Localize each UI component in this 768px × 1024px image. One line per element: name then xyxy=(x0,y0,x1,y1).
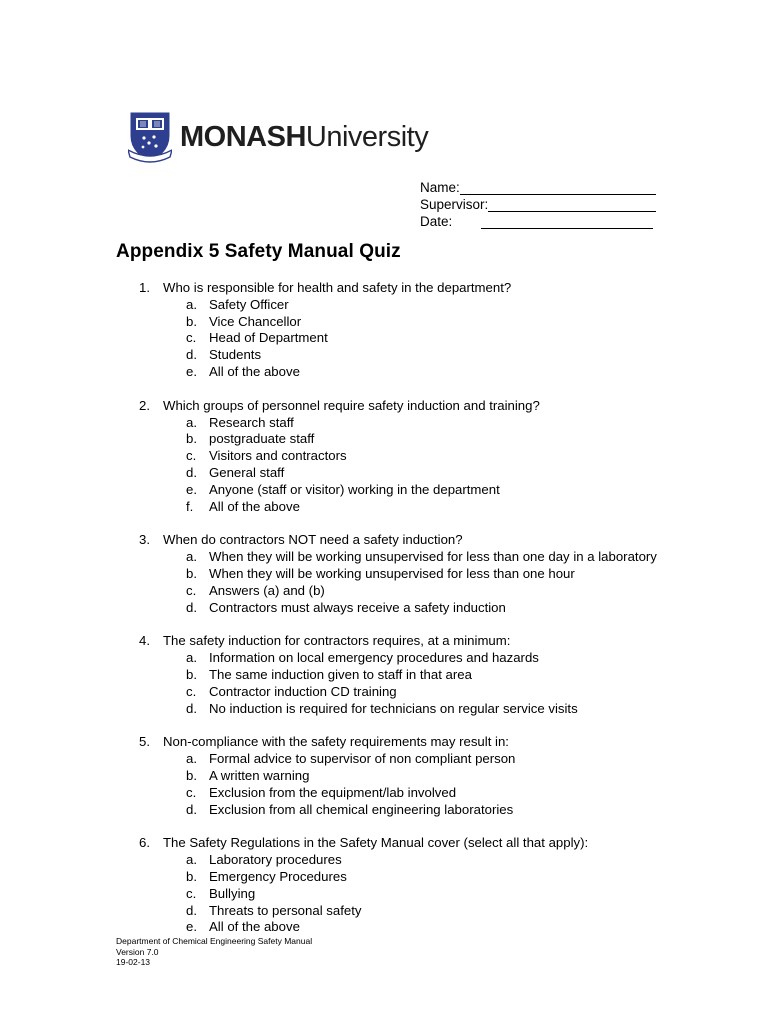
option-text: Exclusion from the equipment/lab involved xyxy=(209,784,457,800)
option-text: Bullying xyxy=(209,885,256,901)
option-letter: a. xyxy=(186,549,197,565)
option-letter: c. xyxy=(186,683,197,699)
option-letter: c. xyxy=(186,330,197,346)
option-5d xyxy=(0,802,768,819)
question-text: Who is responsible for health and safety in the department? xyxy=(163,280,512,295)
option-4d xyxy=(0,701,768,718)
option-text: General staff xyxy=(209,464,285,480)
page-title: Appendix 5 Safety Manual Quiz xyxy=(116,241,401,262)
option-3d xyxy=(0,600,768,617)
option-5b xyxy=(0,768,768,785)
option-4a xyxy=(0,650,768,667)
footer-version: Version 7.0 xyxy=(116,946,159,957)
option-2e xyxy=(0,482,768,499)
date-field[interactable] xyxy=(420,212,656,229)
option-letter: d. xyxy=(186,347,197,363)
option-letter: b. xyxy=(186,565,197,581)
option-letter: f. xyxy=(186,498,194,514)
footer-department: Department of Chemical Engineering Safety Manual xyxy=(116,936,313,946)
option-text: Students xyxy=(209,347,262,363)
question-number: 1. xyxy=(139,280,150,295)
option-letter: b. xyxy=(186,313,197,329)
option-letter: a. xyxy=(186,296,197,312)
question-5 xyxy=(0,734,768,818)
option-letter: d. xyxy=(186,700,197,716)
option-text: Research staff xyxy=(209,414,294,430)
option-letter: e. xyxy=(186,363,197,379)
option-letter: b. xyxy=(186,666,197,682)
option-4b xyxy=(0,667,768,684)
option-3a xyxy=(0,549,768,566)
option-text: Information on local emergency procedures and hazards xyxy=(209,650,539,666)
monash-logo xyxy=(128,110,428,164)
option-text: Formal advice to supervisor of non compliant person xyxy=(209,751,516,767)
quiz-questions xyxy=(0,280,768,953)
option-text: Contractor induction CD training xyxy=(209,683,397,699)
option-4c xyxy=(0,684,768,701)
question-3 xyxy=(0,532,768,616)
option-letter: e. xyxy=(186,919,197,935)
supervisor-label: Supervisor: xyxy=(420,197,489,212)
option-text: All of the above xyxy=(209,498,300,514)
option-text: All of the above xyxy=(209,919,300,935)
question-text: Which groups of personnel require safety induction and training? xyxy=(163,397,540,413)
option-text: Head of Department xyxy=(209,330,328,346)
option-1b xyxy=(0,314,768,331)
option-6e xyxy=(0,919,768,936)
option-2f xyxy=(0,499,768,516)
option-text: No induction is required for technicians on regular service visits xyxy=(209,700,578,716)
option-5a xyxy=(0,751,768,768)
monash-crest-icon xyxy=(128,110,172,164)
option-text: When they will be working unsupervised for less than one hour xyxy=(209,565,575,581)
option-1a xyxy=(0,297,768,314)
option-text: Exclusion from all chemical engineering laboratories xyxy=(209,801,514,817)
question-6 xyxy=(0,835,768,936)
option-text: The same induction given to staff in that area xyxy=(209,666,472,682)
option-1e xyxy=(0,364,768,381)
question-4 xyxy=(0,633,768,717)
question-text: The safety induction for contractors requires, at a minimum: xyxy=(163,633,511,649)
option-text: Safety Officer xyxy=(209,296,289,312)
option-text: Emergency Procedures xyxy=(209,868,347,884)
logo-text-monash: MONASH xyxy=(180,120,306,153)
option-6a xyxy=(0,852,768,869)
option-letter: c. xyxy=(186,448,197,464)
option-text: Contractors must always receive a safety induction xyxy=(209,599,506,615)
option-letter: a. xyxy=(186,751,197,767)
option-text: Vice Chancellor xyxy=(209,313,302,329)
option-text: Anyone (staff or visitor) working in the department xyxy=(209,481,500,497)
option-2c xyxy=(0,448,768,465)
option-letter: b. xyxy=(186,868,197,884)
option-text: Threats to personal safety xyxy=(209,902,362,918)
page-footer xyxy=(116,936,312,968)
option-letter: a. xyxy=(186,852,197,868)
supervisor-field[interactable] xyxy=(420,195,656,212)
question-text: The Safety Regulations in the Safety Manual cover (select all that apply): xyxy=(163,835,589,851)
logo-wordmark xyxy=(180,120,429,153)
option-text: A written warning xyxy=(209,767,310,783)
question-number: 4. xyxy=(139,633,150,649)
logo-text-university: University xyxy=(305,120,429,153)
question-text: When do contractors NOT need a safety induction? xyxy=(163,532,463,548)
option-text: Answers (a) and (b) xyxy=(209,582,325,598)
option-letter: c. xyxy=(186,582,197,598)
option-6c xyxy=(0,886,768,903)
date-line[interactable] xyxy=(481,215,653,229)
question-number: 6. xyxy=(139,835,150,851)
option-letter: d. xyxy=(186,464,197,480)
option-letter: b. xyxy=(186,431,197,447)
option-6d xyxy=(0,903,768,920)
student-info-fields xyxy=(420,178,656,229)
question-1 xyxy=(0,280,768,381)
name-field[interactable] xyxy=(420,178,656,195)
option-2b xyxy=(0,431,768,448)
option-3c xyxy=(0,583,768,600)
option-text: When they will be working unsupervised for less than one day in a laboratory xyxy=(209,549,657,565)
option-letter: a. xyxy=(186,650,197,666)
name-label: Name: xyxy=(420,180,460,195)
option-6b xyxy=(0,869,768,886)
option-letter: c. xyxy=(186,784,197,800)
footer-date: 19-02-13 xyxy=(116,957,151,967)
option-letter: c. xyxy=(186,885,197,901)
question-2 xyxy=(0,398,768,516)
option-1c xyxy=(0,330,768,347)
option-2d xyxy=(0,465,768,482)
option-letter: d. xyxy=(186,599,197,615)
question-number: 3. xyxy=(139,532,150,548)
option-letter: b. xyxy=(186,767,197,783)
option-5c xyxy=(0,785,768,802)
question-number: 2. xyxy=(139,397,150,413)
date-label: Date: xyxy=(420,214,453,229)
option-letter: d. xyxy=(186,902,197,918)
option-letter: a. xyxy=(186,414,197,430)
option-1d xyxy=(0,347,768,364)
option-text: Visitors and contractors xyxy=(209,448,347,464)
name-line[interactable] xyxy=(460,181,656,195)
question-text: Non-compliance with the safety requirements may result in: xyxy=(163,734,509,750)
option-text: Laboratory procedures xyxy=(209,852,342,868)
option-2a xyxy=(0,415,768,432)
question-number: 5. xyxy=(139,734,150,750)
option-letter: d. xyxy=(186,801,197,817)
option-letter: e. xyxy=(186,481,197,497)
option-text: All of the above xyxy=(209,363,300,379)
supervisor-line[interactable] xyxy=(488,198,656,212)
option-3b xyxy=(0,566,768,583)
option-text: postgraduate staff xyxy=(209,431,315,447)
